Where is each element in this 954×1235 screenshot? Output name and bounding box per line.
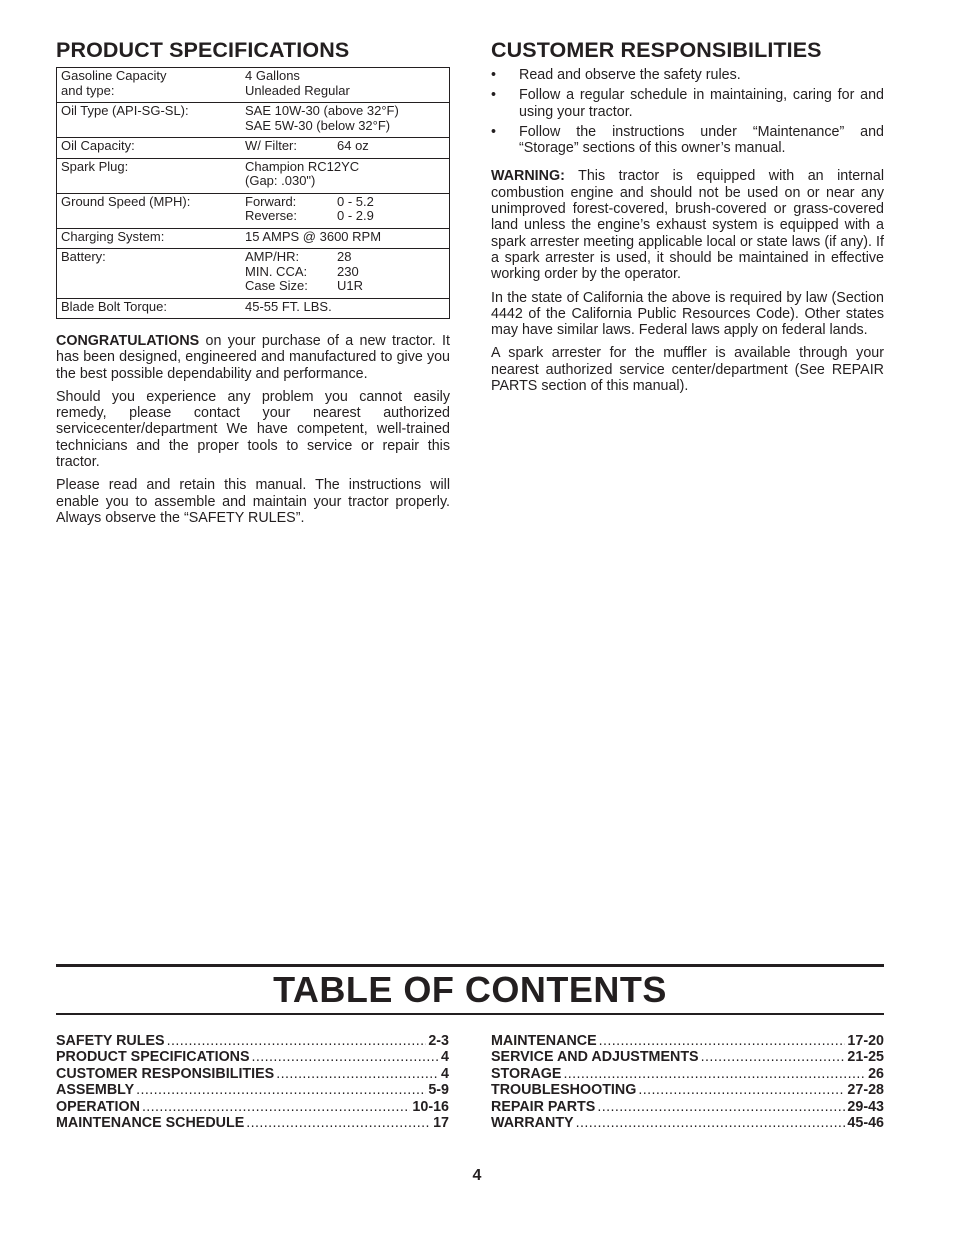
congratulations-bold: CONGRATULATIONS: [56, 333, 200, 349]
toc-leader-dots: [252, 1049, 440, 1065]
spec-value-line: [245, 104, 449, 119]
spec-value: [241, 298, 450, 319]
spec-label-line: Oil Type (API-SG-SL):: [61, 103, 189, 118]
warning-text: This tractor is equipped with an internal combustion engine and should not be used on or near any unimproved forest-covered, brush-covered or grass-covered land unless the engine’s exhaust system is equipped with a spark arrester meeting applicable local or state laws (if any). If a spark arrester is used, it should be maintained in effective working order by the operator.: [491, 168, 884, 283]
spec-label-line: Oil Capacity:: [61, 138, 135, 153]
spec-label: [57, 298, 242, 319]
table-row: [57, 138, 450, 159]
list-item: • Follow a regular schedule in maintaining, caring for and using your tractor.: [491, 87, 884, 120]
toc-entry-pages: 17-20: [847, 1033, 884, 1049]
spec-label: [57, 249, 242, 299]
toc-leader-dots: [576, 1115, 846, 1131]
spec-value: [241, 138, 450, 159]
spec-value: [241, 103, 450, 138]
toc-entry-name: SERVICE AND ADJUSTMENTS: [491, 1049, 699, 1066]
toc-entry: [491, 1115, 884, 1131]
spec-label-line: Gasoline Capacity: [61, 68, 167, 83]
spec-label-line: and type:: [61, 82, 115, 98]
spec-label: [57, 103, 242, 138]
toc-entry-pages: 27-28: [847, 1082, 884, 1099]
toc-leader-dots: [246, 1115, 431, 1131]
spec-value: [241, 158, 450, 193]
toc-title: TABLE OF CONTENTS: [273, 969, 667, 1010]
toc-entry-pages: 5-9: [428, 1082, 449, 1099]
spec-value-key: 45-55 FT. LBS.: [245, 298, 332, 314]
spec-value-amount: U1R: [337, 278, 364, 293]
table-row: [57, 103, 450, 138]
toc-leader-dots: [167, 1033, 427, 1049]
spec-value-amount: 64 oz: [337, 138, 369, 153]
toc-entry-name: WARRANTY: [491, 1114, 574, 1131]
congratulations-text: on your purchase of a new tractor. It has been designed, engineered and manufactured to give you the best possible dependability and performance.: [56, 333, 450, 382]
spec-value-key: AMP/HR:: [245, 249, 300, 264]
toc-entry-name: OPERATION: [56, 1098, 140, 1115]
table-row: [57, 298, 450, 319]
spec-value-key: Forward:: [245, 193, 297, 209]
toc-entry: [56, 1099, 449, 1115]
toc-entry-name: STORAGE: [491, 1065, 562, 1082]
spec-value-key: Case Size:: [245, 278, 308, 293]
spec-label-line: Battery:: [61, 249, 106, 264]
toc-top-rule: [56, 964, 884, 967]
toc-entry: [491, 1033, 884, 1049]
toc-entry-name: MAINTENANCE: [491, 1033, 597, 1049]
toc-entry-name: SAFETY RULES: [56, 1033, 165, 1049]
spec-value: [241, 249, 450, 299]
spec-value-line: [245, 279, 449, 294]
toc-bottom-rule: [56, 1013, 884, 1015]
spec-label: [57, 193, 242, 228]
spec-value: [241, 228, 450, 249]
toc-entry: [56, 1049, 449, 1065]
spec-value-line: [245, 160, 449, 175]
toc-entry: [491, 1082, 884, 1098]
list-item: • Follow the instructions under “Maintenance” and “Storage” sections of this owner’s manual.: [491, 123, 884, 157]
toc-entry-name: TROUBLESHOOTING: [491, 1082, 637, 1099]
table-row: [57, 158, 450, 193]
toc-entry-pages: 4: [441, 1065, 449, 1082]
toc-entry-name: ASSEMBLY: [56, 1082, 135, 1099]
spec-value-key: Unleaded Regular: [245, 82, 350, 98]
toc-entry-name: PRODUCT SPECIFICATIONS: [56, 1049, 250, 1066]
spec-value-line: [245, 69, 449, 84]
toc-leader-dots: [597, 1099, 845, 1115]
product-specifications-table: [56, 67, 450, 319]
toc-leader-dots: [136, 1082, 426, 1098]
spec-value: [241, 193, 450, 228]
retain-manual-paragraph: Please read and retain this manual. The instructions will enable you to assemble and maintain your tractor properly. Always observe the “SAFETY RULES”.: [56, 477, 450, 526]
toc-entry: [56, 1033, 449, 1049]
toc-entry-name: REPAIR PARTS: [491, 1098, 596, 1115]
spec-value-line: [245, 265, 449, 280]
spec-value-key: Champion RC12YC: [245, 158, 360, 174]
toc-leader-dots: [599, 1033, 846, 1049]
spec-value-line: [245, 119, 449, 134]
spec-label: [57, 228, 242, 249]
page-number: 4: [472, 1167, 482, 1184]
warning-paragraph: [491, 168, 884, 282]
spec-value-line: [245, 174, 449, 189]
toc-leader-dots: [701, 1049, 846, 1065]
right-column: [491, 38, 884, 401]
spec-value-line: [245, 84, 449, 99]
toc-entry: [56, 1082, 449, 1098]
table-row: [57, 228, 450, 249]
spec-label-line: Blade Bolt Torque:: [61, 298, 167, 314]
toc-entry-name: CUSTOMER RESPONSIBILITIES: [56, 1065, 275, 1082]
responsibilities-list: [491, 67, 884, 156]
toc-entry: [491, 1066, 884, 1082]
toc-entry: [56, 1115, 449, 1131]
warning-label: WARNING:: [491, 168, 565, 185]
product-specifications-heading: PRODUCT SPECIFICATIONS: [56, 38, 350, 62]
spec-value-key: W/ Filter:: [245, 138, 297, 153]
spec-value-key: Reverse:: [245, 208, 298, 223]
table-row: [57, 193, 450, 228]
spec-value-line: [245, 230, 449, 245]
toc-entry-pages: 2-3: [428, 1033, 449, 1049]
toc-entry: [56, 1066, 449, 1082]
california-paragraph: In the state of California the above is required by law (Section 4442 of the California Public Resources Code). Other states may have similar laws. Federal laws apply on federal lands.: [491, 289, 884, 339]
table-row: [57, 68, 450, 103]
toc-entry: [491, 1099, 884, 1115]
spec-value-line: [245, 250, 449, 265]
spec-value-line: [245, 300, 449, 315]
bullet-icon: •: [491, 87, 497, 104]
spec-value-key: 4 Gallons: [245, 68, 300, 83]
congratulations-paragraph: [56, 333, 450, 382]
toc-entry: [491, 1049, 884, 1065]
spec-value-key: 15 AMPS @ 3600 RPM: [245, 228, 382, 244]
spec-label-line: Charging System:: [61, 228, 165, 244]
bullet-icon: •: [491, 67, 497, 83]
toc-entry-pages: 29-43: [847, 1098, 884, 1115]
toc-entry-pages: 17: [433, 1114, 449, 1131]
toc-entry-pages: 10-16: [412, 1098, 449, 1115]
toc-entry-pages: 21-25: [847, 1049, 884, 1066]
left-column: [56, 38, 450, 533]
problem-paragraph: Should you experience any problem you cannot easily remedy, please contact your nearest authorized servicecenter/department We have competent, well-trained technicians and the proper tools to service or repair this tractor.: [56, 388, 450, 471]
toc-left-column: [56, 1033, 449, 1131]
table-row: [57, 249, 450, 299]
spec-value-amount: 0 - 5.2: [337, 193, 374, 209]
toc-leader-dots: [142, 1099, 410, 1115]
spec-label: [57, 138, 242, 159]
bullet-icon: •: [491, 123, 497, 140]
spark-arrester-paragraph: A spark arrester for the muffler is available through your nearest authorized service center/department (See REPAIR PARTS section of this manual).: [491, 345, 884, 395]
spec-value-key: MIN. CCA:: [245, 263, 308, 279]
spec-value-line: [245, 139, 449, 154]
spec-value-amount: 230: [337, 263, 359, 279]
toc-leader-dots: [638, 1082, 845, 1098]
spec-value-key: SAE 5W-30 (below 32°F): [245, 117, 391, 133]
spec-value-line: [245, 209, 449, 224]
toc-entry-pages: 4: [441, 1049, 449, 1066]
spec-label-line: Ground Speed (MPH):: [61, 193, 191, 209]
spec-value-key: SAE 10W-30 (above 32°F): [245, 103, 399, 118]
spec-label: [57, 68, 242, 103]
spec-label: [57, 158, 242, 193]
toc-entry-pages: 26: [868, 1065, 884, 1082]
toc-entry-name: MAINTENANCE SCHEDULE: [56, 1114, 245, 1131]
spec-value-amount: 28: [337, 249, 352, 264]
toc-leader-dots: [276, 1066, 439, 1082]
customer-responsibilities-heading: CUSTOMER RESPONSIBILITIES: [491, 38, 822, 62]
toc-leader-dots: [563, 1066, 866, 1082]
toc-right-column: [491, 1033, 884, 1131]
spec-value-amount: 0 - 2.9: [337, 208, 374, 223]
spec-value-line: [245, 195, 449, 210]
spec-value: [241, 68, 450, 103]
list-item: • Read and observe the safety rules.: [491, 67, 741, 83]
spec-label-line: Spark Plug:: [61, 158, 129, 174]
toc-entry-pages: 45-46: [847, 1114, 884, 1131]
spec-value-key: (Gap: .030"): [245, 173, 316, 188]
